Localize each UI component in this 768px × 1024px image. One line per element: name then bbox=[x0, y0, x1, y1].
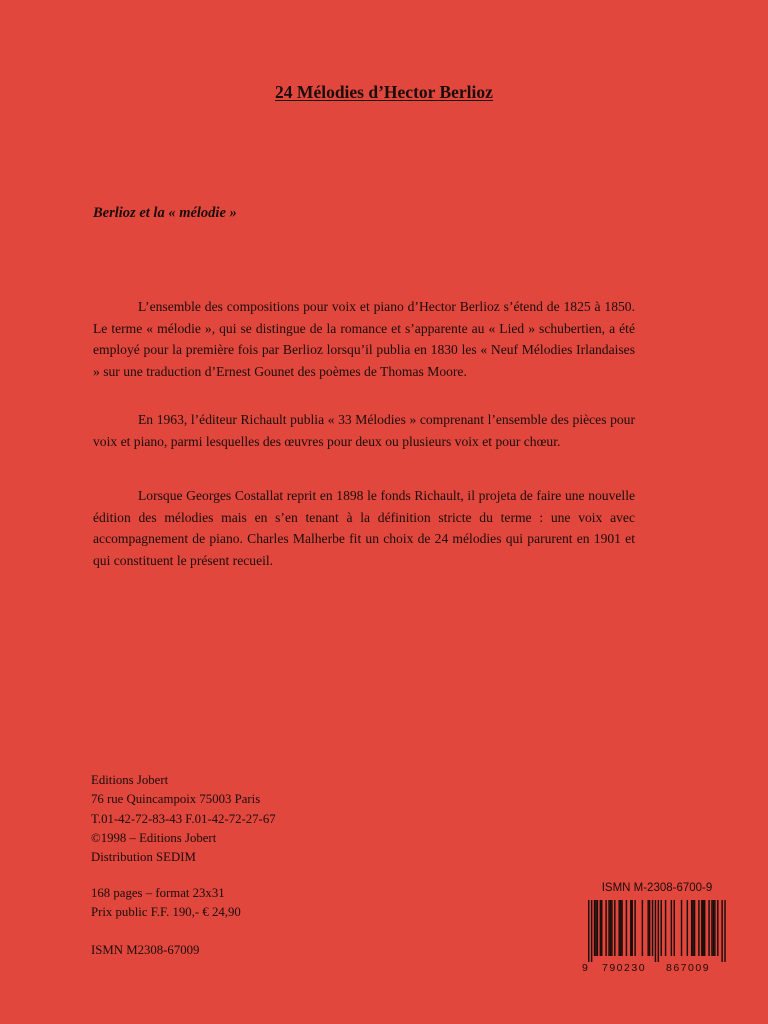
price: Prix public F.F. 190,- € 24,90 bbox=[91, 905, 241, 920]
barcode-label: ISMN M-2308-6700-9 bbox=[601, 882, 713, 894]
barcode-block bbox=[580, 882, 734, 976]
publisher-address: 76 rue Quincampoix 75003 Paris bbox=[91, 792, 261, 807]
barcode-bar bbox=[698, 900, 699, 956]
barcode-bar bbox=[605, 900, 606, 956]
barcode-bar bbox=[704, 900, 705, 956]
barcode-bar bbox=[632, 900, 633, 956]
publisher-phone: T.01-42-72-83-43 F.01-42-72-27-67 bbox=[91, 811, 276, 826]
barcode-bar bbox=[626, 900, 627, 956]
barcode-bar bbox=[597, 900, 598, 956]
barcode-bar bbox=[630, 900, 631, 956]
barcode-bar bbox=[671, 900, 672, 956]
page-count: 168 pages – format 23x31 bbox=[91, 886, 225, 900]
barcode-bar bbox=[713, 900, 714, 956]
barcode-bar bbox=[717, 900, 718, 956]
barcode-bar bbox=[691, 900, 692, 956]
barcode-bar bbox=[614, 900, 615, 956]
paragraph-1: L’ensemble des compositions pour voix et piano d’Hector Berlioz s’étend de 1825 à 1850. Le terme « mélodie », qui se distingue de la romance et s’apparente au « Lied » schubertien, a été employé pour la première fois par Berlioz lorsqu’il publia en 1830 les « Neuf Mélodies Irlandaises » sur une traduction d’Ernest Gounet des poèmes de Thomas Moore. bbox=[93, 299, 635, 379]
paragraph-2: En 1963, l’éditeur Richault publia « 33 Mélodies » comprenant l’ensemble des pièces pour voix et piano, parmi lesquelles des œuvres pour deux ou plusieurs voix et pour chœur. bbox=[93, 412, 635, 449]
barcode-icon bbox=[580, 900, 734, 962]
barcode-bar bbox=[701, 900, 702, 956]
barcode-bar bbox=[681, 900, 682, 956]
section-heading: Berlioz et la « mélodie » bbox=[93, 205, 237, 221]
publisher-name: Editions Jobert bbox=[91, 773, 169, 787]
barcode-bar bbox=[621, 900, 622, 956]
barcode-bar bbox=[601, 900, 602, 956]
barcode-bar bbox=[658, 900, 659, 962]
barcode-bar bbox=[591, 900, 592, 962]
barcode-bar bbox=[588, 900, 589, 962]
barcode-bar bbox=[711, 900, 712, 956]
barcode-bar bbox=[610, 900, 611, 956]
barcode-digits-left: 790230 bbox=[602, 962, 647, 974]
page-title: 24 Mélodies d’Hector Berlioz bbox=[275, 82, 493, 102]
ismn-number: ISMN M2308-67009 bbox=[91, 943, 200, 957]
barcode-bar bbox=[724, 900, 725, 962]
barcode-bar bbox=[600, 900, 601, 956]
barcode-digit-first: 9 bbox=[582, 962, 588, 974]
barcode-bar bbox=[649, 900, 650, 956]
barcode-bar bbox=[634, 900, 635, 956]
barcode-bar bbox=[611, 900, 612, 956]
publisher-copyright: ©1998 – Editions Jobert bbox=[91, 830, 217, 845]
barcode-digits-right: 867009 bbox=[666, 962, 711, 974]
barcode-bar bbox=[674, 900, 675, 956]
paragraph-3: Lorsque Georges Costallat reprit en 1898 le fonds Richault, il projeta de faire une nouvelle édition des mélodies mais en s’en tenant à la définition stricte du terme : une voix avec accompagnement de piano. Charles Malherbe fit un choix de 24 mélodies qui parurent en 1901 et qui constituent le présent recueil. bbox=[93, 488, 635, 568]
barcode-bar bbox=[708, 900, 709, 956]
barcode-bar bbox=[608, 900, 609, 956]
barcode-bar bbox=[703, 900, 704, 956]
barcode-bar bbox=[620, 900, 621, 956]
barcode-bar bbox=[687, 900, 688, 956]
barcode-bar bbox=[642, 900, 643, 956]
barcode-bar bbox=[652, 900, 653, 956]
barcode-bar bbox=[665, 900, 666, 956]
publisher-distribution: Distribution SEDIM bbox=[91, 850, 196, 865]
barcode-bar bbox=[647, 900, 648, 956]
barcode-digits bbox=[580, 962, 734, 976]
publisher-block bbox=[91, 771, 276, 867]
barcode-bar bbox=[594, 900, 595, 956]
barcode-bar bbox=[655, 900, 656, 962]
barcode-bar bbox=[714, 900, 715, 956]
barcode-bar bbox=[694, 900, 695, 956]
barcode-bar bbox=[661, 900, 662, 956]
barcode-bar bbox=[618, 900, 619, 956]
barcode-bar bbox=[595, 900, 596, 956]
pricing-block bbox=[91, 884, 241, 923]
barcode-bar bbox=[721, 900, 722, 962]
barcode-bar bbox=[692, 900, 693, 956]
